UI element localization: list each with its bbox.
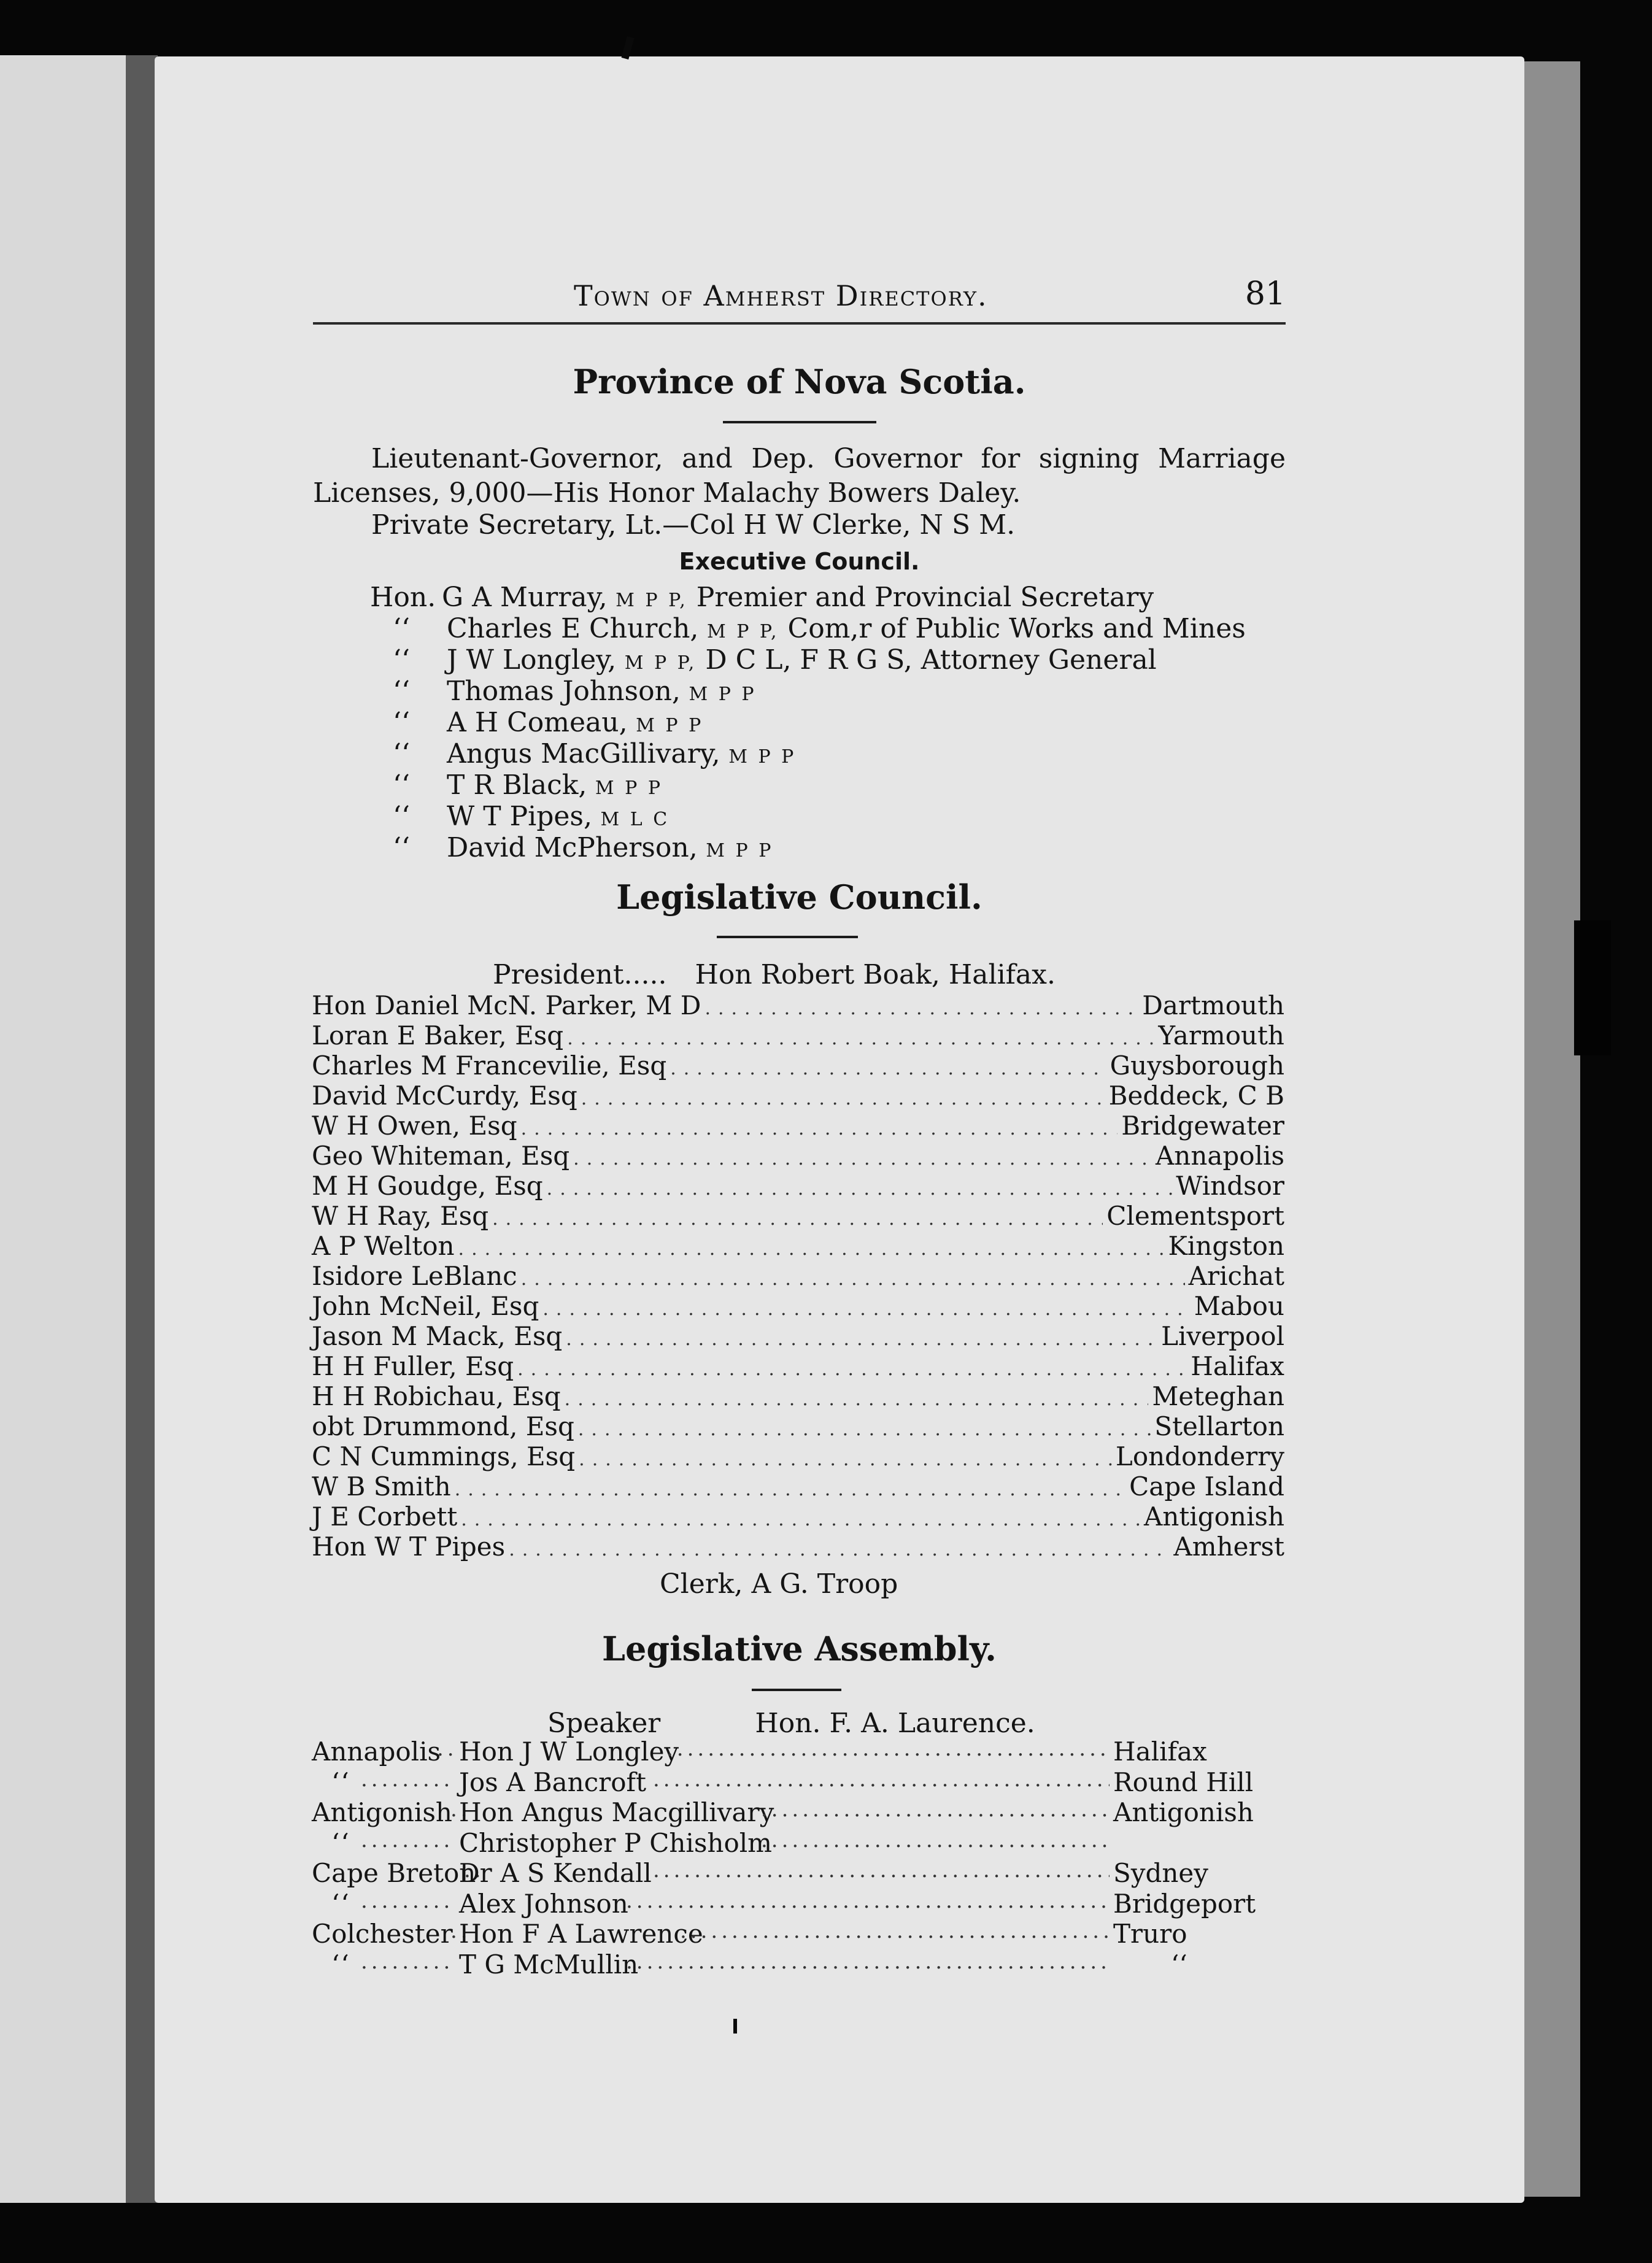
province-heading: Province of Nova Scotia. [573,362,1026,401]
leader-dots [626,1949,1110,1974]
assembly-member: Alex Johnson [459,1888,628,1919]
assembly-place: ‘‘ [1171,1949,1187,1980]
member-place: Yarmouth [1158,1020,1284,1051]
council-member-row [312,1111,1284,1141]
page-stack-edge [1516,61,1580,2197]
facing-page-edge [0,55,126,2203]
leader-dots [653,1858,1110,1883]
county-name: ‘‘ [331,1827,350,1858]
leader-dots [517,1359,1187,1380]
member-title: M L C [592,809,670,830]
leader-dots [521,1268,1185,1290]
member-place: Halifax [1191,1351,1284,1381]
member-prefix: ‘‘ [393,613,410,644]
member-title: M P P [627,715,704,736]
assembly-place: Sydney [1113,1858,1209,1888]
member-name: Loran E Baker, Esq [312,1020,564,1051]
assembly-member-row [312,1949,1284,1980]
leader-dots [542,1298,1190,1320]
president-name: Hon Robert Boak, Halifax. [695,959,1056,990]
member-name: W T Pipes, [447,801,592,832]
council-member-row [312,990,1284,1020]
member-prefix: ‘‘ [393,738,410,769]
leader-dots [581,1088,1105,1109]
member-name: obt Drummond, Esq [312,1411,574,1441]
member-place: Stellarton [1154,1411,1284,1441]
member-name: Charles E Church, [447,613,699,644]
legislative-assembly-heading: Legislative Assembly. [602,1629,997,1668]
member-name: W H Owen, Esq [312,1111,517,1141]
leader-dots [458,1238,1165,1260]
leader-dots [361,1889,453,1913]
member-place: Guysborough [1110,1051,1284,1081]
leader-dots [626,1889,1110,1913]
assembly-member-row [312,1889,1284,1919]
heading-rule [717,936,858,938]
member-name: John McNeil, Esq [312,1291,539,1321]
speaker-label: Speaker [547,1708,661,1739]
member-place: Clementsport [1106,1201,1284,1231]
member-name: H H Fuller, Esq [312,1351,514,1381]
member-prefix: Hon. [370,582,436,613]
council-member-row [312,1020,1284,1051]
council-member-row [312,1321,1284,1351]
member-place: Kingston [1168,1231,1284,1261]
member-role: Com,r of Public Works and Mines [779,613,1246,644]
council-member-row [312,1171,1284,1201]
member-place: Dartmouth [1142,990,1284,1020]
assembly-member: Hon F A Lawrence [459,1919,703,1949]
member-name: Hon Daniel McN. Parker, M D [312,990,701,1020]
legislative-council-heading: Legislative Council. [616,877,982,917]
member-prefix: ‘‘ [393,801,410,832]
legislative-council-list [312,990,1284,1562]
leader-dots [704,998,1138,1019]
member-name: M H Goudge, Esq [312,1171,543,1201]
member-title: M P P [697,840,774,862]
member-place: Amherst [1173,1532,1284,1562]
member-place: Cape Island [1129,1471,1284,1502]
council-president [493,959,1056,990]
assembly-member: Hon Angus Macgillivary [459,1797,774,1827]
member-name: A P Welton [312,1231,455,1261]
leader-dots [579,1449,1112,1470]
leader-dots [761,1797,1110,1822]
county-name: Antigonish [312,1797,452,1827]
member-name: Thomas Johnson, [447,676,681,707]
council-member-row [312,1502,1284,1532]
member-prefix: ‘‘ [393,676,410,707]
member-prefix: ‘‘ [393,707,410,738]
assembly-member-row [312,1767,1284,1797]
leader-dots [521,1118,1118,1139]
council-member-row [312,1051,1284,1081]
leader-dots [761,1828,1110,1852]
assembly-place: Round Hill [1113,1767,1254,1797]
county-name: Colchester [312,1919,453,1949]
member-name: Charles M Francevilie, Esq [312,1051,667,1081]
council-member-row [312,1261,1284,1291]
member-place: Windsor [1176,1171,1284,1201]
member-title: M P P, [616,652,697,674]
leader-dots [361,1828,453,1852]
member-place: Mabou [1194,1291,1284,1321]
county-name: Annapolis [312,1737,441,1767]
member-prefix: ‘‘ [393,832,410,863]
member-title: M P P [587,777,663,799]
member-place: Arichat [1188,1261,1284,1291]
assembly-member: Dr A S Kendall [459,1858,652,1888]
council-member-row [312,1081,1284,1111]
member-place: Beddeck, C B [1108,1081,1284,1111]
assembly-member-row [312,1737,1284,1767]
executive-member [447,801,670,832]
leader-dots [573,1148,1152,1170]
executive-member [447,644,1157,676]
running-title: Town of Amherst Directory. [574,279,988,312]
leader-dots [547,1178,1173,1200]
leader-dots [437,1737,455,1761]
executive-member [447,707,703,738]
assembly-place: Antigonish [1113,1797,1254,1827]
council-member-row [312,1411,1284,1441]
member-title: M P P, [698,621,779,642]
leader-dots [578,1419,1151,1440]
speaker-name: Hon. F. A. Laurence. [755,1708,1035,1739]
leader-dots [361,1949,453,1974]
member-name: Jason M Mack, Esq [312,1321,563,1351]
executive-member [447,769,663,801]
assembly-member-row [312,1797,1284,1827]
executive-member [447,738,796,769]
thumb-tab [1574,920,1611,1055]
member-place: Bridgewater [1121,1111,1284,1141]
member-name: G A Murray, [442,582,608,613]
council-member-row [312,1471,1284,1502]
council-member-row [312,1231,1284,1261]
member-name: J E Corbett [312,1502,458,1532]
council-member-row [312,1381,1284,1411]
member-prefix: ‘‘ [393,644,410,676]
member-place: Londonderry [1115,1441,1284,1471]
council-member-row [312,1141,1284,1171]
member-name: Isidore LeBlanc [312,1261,517,1291]
leader-dots [653,1767,1110,1792]
page-number: 81 [1245,276,1286,312]
county-name: ‘‘ [331,1949,350,1980]
assembly-speaker [547,1708,1035,1739]
assembly-member: Christopher P Chisholm [459,1827,773,1858]
leader-dots [666,1737,1110,1761]
lieutenant-governor-entry: Lieutenant-Governor, and Dep. Governor for signing Marriage Licenses, 9,000—His Honor Malachy Bowers Daley. [313,443,1286,509]
assembly-member: Jos A Bancroft [459,1767,646,1797]
county-name: ‘‘ [331,1888,350,1919]
president-label: President..... [493,959,667,990]
leader-dots [492,1208,1103,1230]
member-name: H H Robichau, Esq [312,1381,561,1411]
member-name: A H Comeau, [447,707,628,738]
member-title: M P P [680,684,757,705]
heading-rule [752,1689,841,1691]
executive-member [447,613,1246,644]
book-spine [126,55,158,2203]
assembly-member-row [312,1828,1284,1858]
assembly-member: Hon J W Longley [459,1737,679,1767]
county-name: Cape Breton [312,1858,476,1888]
member-role: Premier and Provincial Secretary [687,582,1154,613]
assembly-place: Halifax [1113,1737,1207,1767]
member-name: Angus MacGillivary, [447,738,720,769]
council-member-row [312,1351,1284,1381]
county-name: ‘‘ [331,1767,350,1797]
leader-dots [567,1028,1154,1049]
leader-dots [565,1389,1149,1410]
member-name: J W Longley, [447,644,617,676]
leader-dots [461,1509,1140,1530]
leader-dots [455,1479,1125,1500]
leader-dots [566,1328,1157,1350]
member-place: Annapolis [1155,1141,1284,1171]
executive-council-heading: Executive Council. [679,548,920,575]
member-prefix: ‘‘ [393,769,410,801]
member-name: Hon W T Pipes [312,1532,506,1562]
assembly-member-row [312,1919,1284,1949]
member-name: C N Cummings, Esq [312,1441,576,1471]
scan-mark [733,2019,737,2034]
executive-member [442,582,1154,613]
council-member-row [312,1532,1284,1562]
member-name: David McCurdy, Esq [312,1081,577,1111]
leader-dots [670,1058,1106,1079]
member-role: D C L, F R G S, Attorney General [697,644,1157,676]
member-name: W H Ray, Esq [312,1201,489,1231]
council-member-row [312,1201,1284,1231]
assembly-member: T G McMullin [459,1949,639,1980]
member-name: T R Black, [447,769,587,801]
private-secretary-entry: Private Secretary, Lt.—Col H W Clerke, N S M. [371,509,1016,541]
leader-dots [361,1767,453,1792]
heading-rule [723,421,876,423]
member-title: M P P [720,746,797,768]
member-place: Meteghan [1152,1381,1284,1411]
member-name: David McPherson, [447,832,698,863]
member-place: Antigonish [1144,1502,1284,1532]
member-name: Geo Whiteman, Esq [312,1141,570,1171]
council-member-row [312,1441,1284,1471]
executive-member [447,832,773,863]
leader-dots [680,1919,1110,1943]
member-title: M P P, [607,590,688,611]
council-member-row [312,1291,1284,1321]
member-name: W B Smith [312,1471,451,1502]
running-header [313,273,1286,325]
assembly-member-row [312,1858,1284,1888]
member-place: Liverpool [1161,1321,1284,1351]
leader-dots [509,1539,1170,1560]
assembly-place: Bridgeport [1113,1888,1256,1919]
council-clerk: Clerk, A G. Troop [660,1568,898,1600]
assembly-place: Truro [1113,1919,1187,1949]
executive-member [447,676,757,707]
